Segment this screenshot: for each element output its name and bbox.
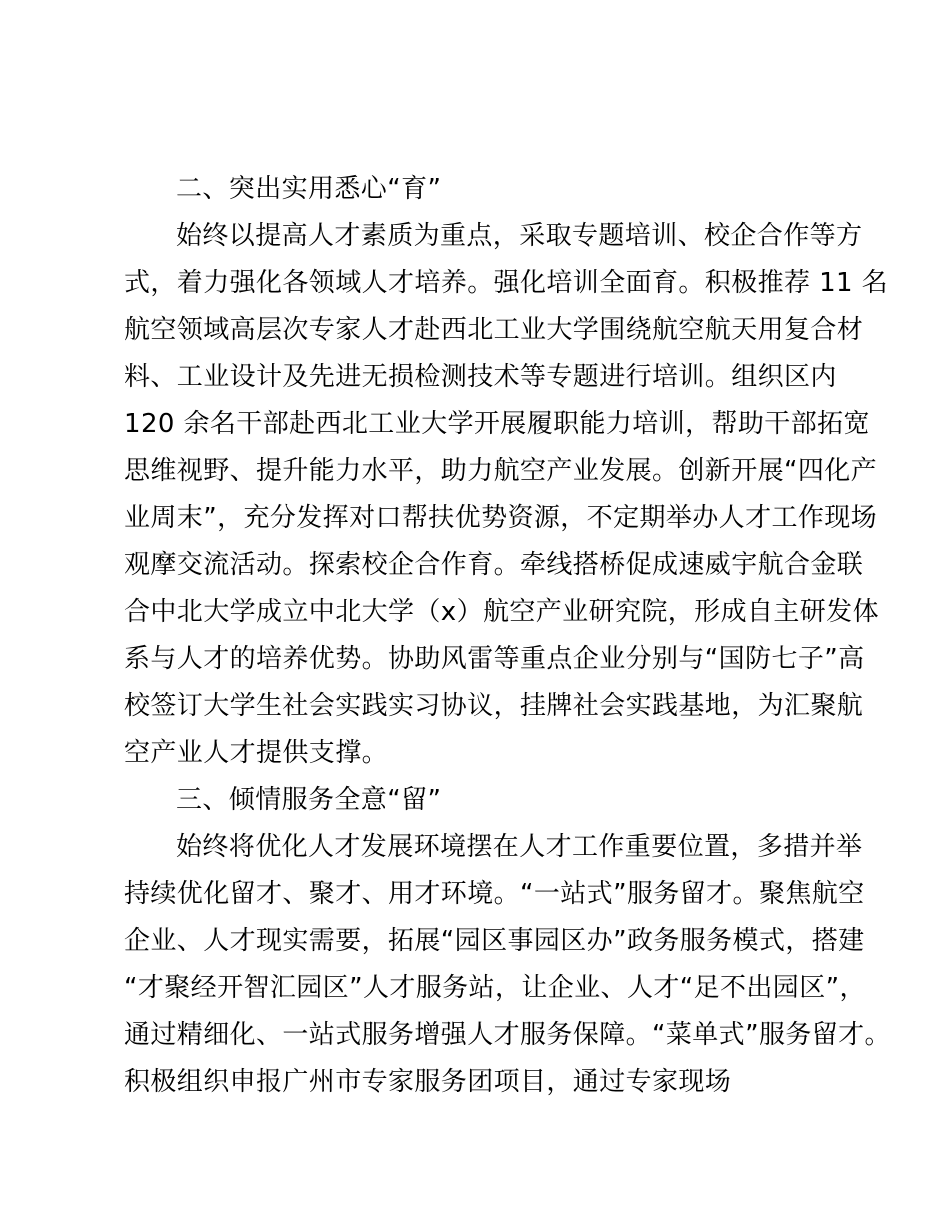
- paragraph-line: 空产业人才提供支撑。: [124, 738, 389, 768]
- paragraph-line: 通过精细化、一站式服务增强人才服务保障。“菜单式”服务留才。: [124, 1020, 891, 1050]
- paragraph-line: 校签订大学生社会实践实习协议，挂牌社会实践基地，为汇聚航: [124, 691, 864, 721]
- paragraph-line: 合中北大学成立中北大学（x）航空产业研究院，形成自主研发体: [124, 597, 879, 627]
- document-body: [124, 166, 891, 1106]
- paragraph-line: 始终以提高人才素质为重点，采取专题培训、校企合作等方: [176, 221, 863, 251]
- paragraph-line: 120 余名干部赴西北工业大学开展履职能力培训，帮助干部拓宽: [124, 409, 870, 439]
- paragraph-line: 业周末”，充分发挥对口帮扶优势资源，不定期举办人才工作现场: [124, 503, 878, 533]
- paragraph-line: 企业、人才现实需要，拓展“园区事园区办”政务服务模式，搭建: [124, 926, 865, 956]
- section-heading-3: 三、倾情服务全意“留”: [176, 785, 442, 815]
- paragraph-line: 持续优化留才、聚才、用才环境。“一站式”服务留才。聚焦航空: [124, 879, 865, 909]
- paragraph-line: 始终将优化人才发展环境摆在人才工作重要位置，多措并举: [176, 832, 863, 862]
- paragraph-line: “才聚经开智汇园区”人才服务站，让企业、人才“足不出园区”，: [124, 973, 866, 1003]
- paragraph-line: 式，着力强化各领域人才培养。强化培训全面育。积极推荐 11 名: [124, 268, 889, 298]
- paragraph-line: 系与人才的培养优势。协助风雷等重点企业分别与“国防七子”高: [124, 644, 865, 674]
- paragraph-line: 航空领域高层次专家人才赴西北工业大学围绕航空航天用复合材: [124, 315, 864, 345]
- paragraph-line: 料、工业设计及先进无损检测技术等专题进行培训。组织区内: [124, 362, 837, 392]
- paragraph-line: 积极组织申报广州市专家服务团项目，通过专家现场: [124, 1067, 732, 1097]
- paragraph-line: 思维视野、提升能力水平，助力航空产业发展。创新开展“四化产: [124, 456, 878, 486]
- paragraph-line: 观摩交流活动。探索校企合作育。牵线搭桥促成速威宇航合金联: [124, 550, 864, 580]
- section-heading-2: 二、突出实用悉心“育”: [176, 174, 442, 204]
